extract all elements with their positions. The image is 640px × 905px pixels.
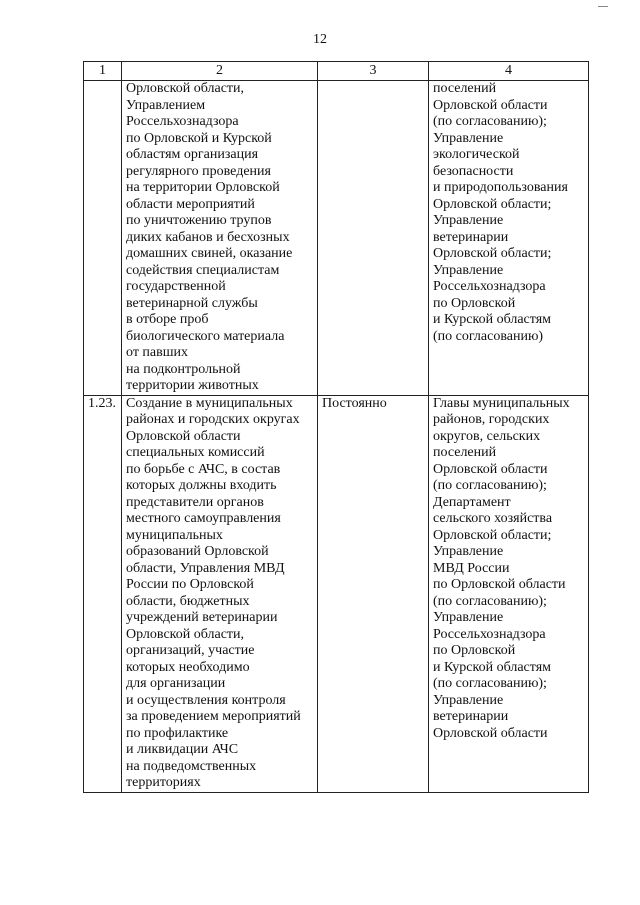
responsible-cell-line: Департамент — [433, 494, 511, 510]
responsible-cell-line: и Курской областям — [433, 659, 551, 675]
responsible-cell-line: по Орловской — [433, 643, 516, 658]
measures-table — [83, 61, 589, 793]
responsible-cell-line: экологической — [433, 147, 520, 162]
responsible-cell-line: Управление — [433, 262, 504, 278]
responsible-cell-line: ветеринарии — [433, 229, 509, 245]
responsible-cell-line: Орловской области; — [433, 246, 552, 261]
measure-cell-line: представители органов — [126, 494, 264, 510]
table-row — [84, 395, 589, 792]
measure-cell-line: областям организация — [126, 147, 259, 162]
measure-cell-line: области мероприятий — [126, 196, 255, 212]
row-number-cell — [84, 81, 122, 396]
responsible-cell-line: (по согласованию) — [433, 328, 544, 344]
responsible-cell-line: по Орловской — [433, 295, 516, 311]
responsible-cell-line: Орловской области; — [433, 196, 552, 212]
table-row — [84, 81, 589, 396]
measure-cell-line: биологического материала — [126, 328, 285, 344]
responsible-cell-line: Управление — [433, 544, 504, 559]
column-header-number: 1 — [84, 62, 122, 81]
measure-cell-line: на подведомственных — [126, 758, 257, 774]
measure-cell-line: содействия специалистам — [126, 262, 280, 278]
measure-cell-line: области, Управления МВД — [126, 560, 285, 576]
measure-cell-line: территориях — [126, 775, 201, 790]
measure-cell-line: организаций, участие — [126, 643, 255, 658]
measure-cell-line: Управлением — [126, 97, 206, 113]
responsible-cell-line: Россельхознадзора — [433, 279, 546, 294]
measure-cell — [122, 395, 318, 792]
measure-cell-line: Россельхознадзора — [126, 114, 239, 129]
measure-cell-line: по профилактике — [126, 725, 229, 741]
responsible-cell-line: Россельхознадзора — [433, 626, 546, 642]
measure-cell-line: от павших — [126, 345, 189, 360]
measure-cell-line: образований Орловской — [126, 544, 269, 559]
measure-cell-line: территории животных — [126, 378, 259, 393]
measure-cell-line: и осуществления контроля — [126, 692, 286, 708]
measure-cell-line: на территории Орловской — [126, 180, 280, 195]
column-header-responsible: 4 — [429, 62, 589, 81]
responsible-cell-line: безопасности — [433, 163, 514, 179]
measure-cell-line: государственной — [126, 279, 226, 294]
responsible-cell-line: Управление — [433, 130, 504, 146]
responsible-cell-line: Управление — [433, 610, 504, 625]
measure-cell-line: России по Орловской — [126, 577, 254, 592]
term-cell-line: Постоянно — [322, 395, 387, 411]
responsible-cell-line: (по согласованию); — [433, 593, 547, 609]
page-number: 12 — [313, 32, 327, 47]
measure-cell-line: регулярного проведения — [126, 163, 271, 179]
measure-cell-line: по уничтожению трупов — [126, 213, 272, 228]
responsible-cell-line: (по согласованию); — [433, 478, 547, 493]
column-header-measure: 2 — [122, 62, 318, 81]
responsible-cell-line: по Орловской области — [433, 577, 566, 592]
responsible-cell — [429, 81, 589, 396]
measure-cell-line: на подконтрольной — [126, 361, 241, 377]
responsible-cell-line: и природопользования — [433, 180, 568, 195]
measure-cell-line: по Орловской и Курской — [126, 130, 272, 146]
responsible-cell-line: МВД России — [433, 560, 510, 576]
measure-cell-line: которых должны входить — [126, 478, 277, 493]
responsible-cell-line: Орловской области — [433, 461, 548, 477]
measure-cell-line: Орловской области, — [126, 626, 245, 642]
responsible-cell-line: поселений — [433, 445, 497, 460]
measure-cell-line: Орловской области, — [126, 81, 245, 96]
responsible-cell-line: Орловской области — [433, 725, 548, 741]
measure-cell-line: области, бюджетных — [126, 593, 250, 609]
column-header-term: 3 — [318, 62, 429, 81]
responsible-cell-line: сельского хозяйства — [433, 511, 553, 526]
measure-cell-line: районах и городских округах — [126, 412, 300, 427]
measure-cell-line: специальных комиссий — [126, 445, 265, 460]
measure-cell-line: за проведением мероприятий — [126, 709, 301, 724]
measure-cell-line: и ликвидации АЧС — [126, 742, 239, 757]
measure-cell-line: в отборе проб — [126, 312, 209, 327]
responsible-cell-line: районов, городских — [433, 412, 550, 427]
measure-cell — [122, 81, 318, 396]
responsible-cell-line: Управление — [433, 692, 504, 708]
responsible-cell-line: Орловской области — [433, 97, 548, 113]
measure-cell-line: диких кабанов и бесхозных — [126, 229, 290, 245]
row-number-cell: 1.23. — [84, 395, 122, 792]
measure-cell-line: Создание в муниципальных — [126, 395, 293, 411]
table-header-row — [84, 62, 589, 81]
term-cell — [318, 81, 429, 396]
measure-cell-line: домашних свиней, оказание — [126, 246, 293, 261]
measure-cell-line: учреждений ветеринарии — [126, 610, 278, 625]
scan-mark — [598, 6, 608, 7]
term-cell — [318, 395, 429, 792]
responsible-cell-line: Орловской области; — [433, 527, 552, 543]
measure-cell-line: местного самоуправления — [126, 511, 281, 526]
responsible-cell-line: ветеринарии — [433, 709, 509, 724]
measure-cell-line: для организации — [126, 676, 226, 691]
responsible-cell-line: (по согласованию); — [433, 676, 547, 691]
measure-cell-line: по борьбе с АЧС, в состав — [126, 461, 281, 477]
responsible-cell-line: Главы муниципальных — [433, 395, 570, 411]
responsible-cell — [429, 395, 589, 792]
responsible-cell-line: (по согласованию); — [433, 114, 547, 129]
responsible-cell-line: Управление — [433, 213, 504, 228]
responsible-cell-line: и Курской областям — [433, 312, 551, 327]
measure-cell-line: ветеринарной службы — [126, 295, 258, 311]
measure-cell-line: муниципальных — [126, 527, 223, 543]
responsible-cell-line: поселений — [433, 81, 497, 96]
measure-cell-line: которых необходимо — [126, 659, 250, 675]
responsible-cell-line: округов, сельских — [433, 428, 541, 444]
measure-cell-line: Орловской области — [126, 428, 241, 444]
